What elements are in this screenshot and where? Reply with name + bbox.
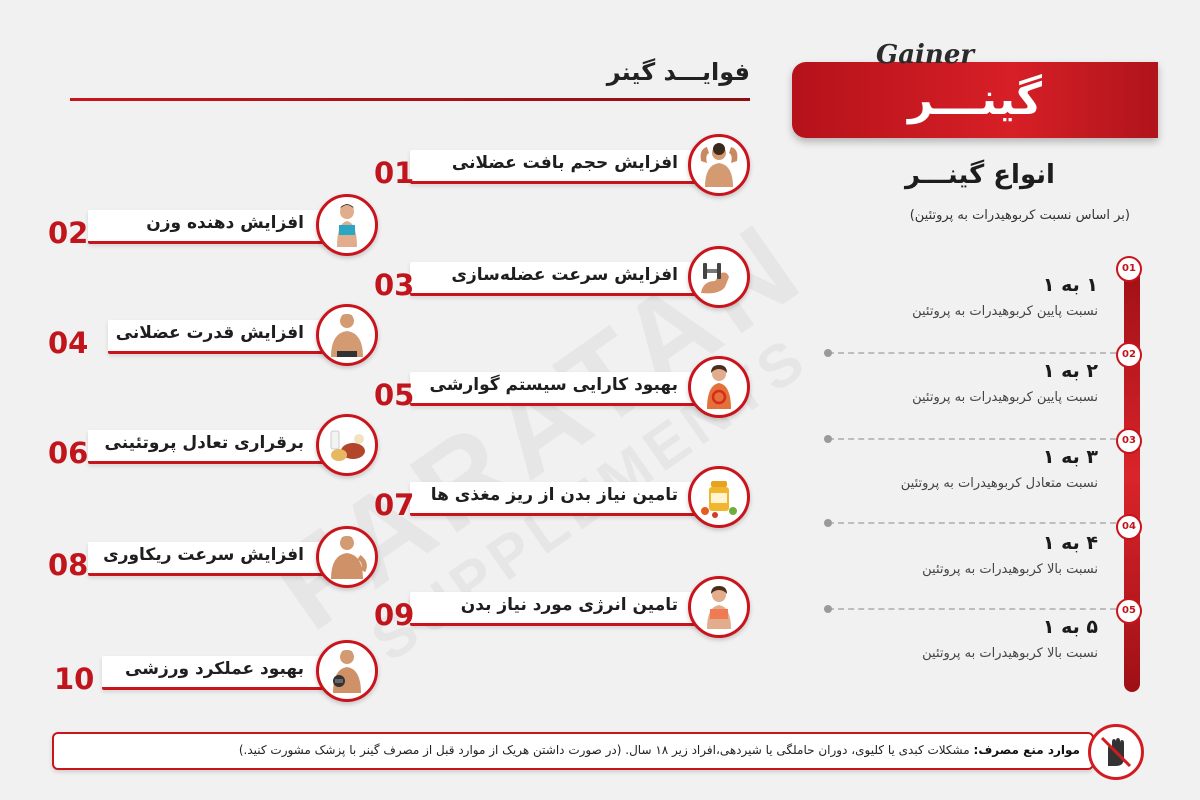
type-item-2 xyxy=(820,342,1140,426)
type-item-3 xyxy=(820,428,1140,512)
benefit-item-01 xyxy=(370,134,760,198)
contraindications-body: مشکلات کبدی یا کلیوی، دوران حاملگی یا شیردهی،افراد زیر ۱۸ سال. (در صورت داشتن هریک از موارد قبل از مصرف گینر با پزشک مشورت کنید.) xyxy=(238,743,974,757)
type-description: نسبت متعادل کربوهیدرات به پروتئین xyxy=(900,476,1098,491)
benefit-number: 08 xyxy=(48,548,89,582)
benefit-number: 05 xyxy=(374,378,415,412)
benefit-number: 10 xyxy=(54,662,95,696)
benefit-label: بهبود کارایی سیستم گوارشی xyxy=(429,375,678,395)
type-description: نسبت بالا کربوهیدرات به پروتئین xyxy=(922,562,1098,577)
benefit-label: برقراری تعادل پروتئینی xyxy=(104,433,304,453)
benefits-title: فوایـــد گینر xyxy=(606,58,750,86)
type-ratio: ۲ به ۱ xyxy=(1042,360,1098,382)
contraindications-text xyxy=(239,743,1080,757)
type-description: نسبت پایین کربوهیدرات به پروتئین xyxy=(912,390,1098,405)
benefit-label: افزایش قدرت عضلانی xyxy=(115,323,304,343)
type-ratio: ۱ به ۱ xyxy=(1042,274,1098,296)
digestive-woman-icon xyxy=(688,356,750,418)
type-description: نسبت پایین کربوهیدرات به پروتئین xyxy=(912,304,1098,319)
contraindications-heading: موارد منع مصرف: xyxy=(973,743,1080,757)
muscular-man-icon xyxy=(316,304,378,366)
type-description: نسبت بالا کربوهیدرات به پروتئین xyxy=(922,646,1098,661)
type-ratio: ۵ به ۱ xyxy=(1042,616,1098,638)
type-badge: 03 xyxy=(1116,428,1142,454)
benefit-label: افزایش دهنده وزن xyxy=(146,213,304,233)
benefit-number: 02 xyxy=(48,216,89,250)
benefit-item-03 xyxy=(370,246,760,310)
latin-title: Gainer xyxy=(876,40,975,70)
benefit-item-07 xyxy=(370,466,760,530)
benefit-label: بهبود عملکرد ورزشی xyxy=(125,659,304,679)
benefit-item-05 xyxy=(370,356,760,420)
title-banner xyxy=(792,62,1158,138)
stop-hand-icon xyxy=(1088,724,1144,780)
type-badge: 04 xyxy=(1116,514,1142,540)
athlete-man-icon xyxy=(316,526,378,588)
flexing-man-icon xyxy=(688,134,750,196)
benefit-item-02 xyxy=(46,194,386,258)
benefit-item-10 xyxy=(46,640,386,704)
page-title: گینـــر xyxy=(908,74,1042,125)
benefit-number: 03 xyxy=(374,268,415,302)
benefit-label: تامین انرژی مورد نیاز بدن xyxy=(460,595,678,615)
supplement-jar-icon xyxy=(688,466,750,528)
type-item-5 xyxy=(820,598,1140,682)
benefit-number: 06 xyxy=(48,436,89,470)
type-ratio: ۴ به ۱ xyxy=(1042,532,1098,554)
benefit-number: 09 xyxy=(374,598,415,632)
types-subtitle: (بر اساس نسبت کربوهیدرات به پروتئین) xyxy=(909,208,1130,223)
weightlifter-icon xyxy=(316,640,378,702)
benefit-label: تامین نیاز بدن از ریز مغذی ها xyxy=(430,485,678,505)
type-badge: 01 xyxy=(1116,256,1142,282)
benefits-divider xyxy=(70,98,750,101)
type-badge: 02 xyxy=(1116,342,1142,368)
benefit-label: افزایش سرعت ریکاوری xyxy=(103,545,304,565)
benefit-label: افزایش حجم بافت عضلانی xyxy=(451,153,678,173)
type-ratio: ۳ به ۱ xyxy=(1042,446,1098,468)
benefit-item-04 xyxy=(46,304,386,368)
benefit-item-06 xyxy=(46,414,386,478)
protein-food-icon xyxy=(316,414,378,476)
energetic-woman-icon xyxy=(688,576,750,638)
dumbbell-arm-icon xyxy=(688,246,750,308)
benefit-number: 07 xyxy=(374,488,415,522)
types-title: انواع گینـــر xyxy=(905,160,1055,190)
type-item-4 xyxy=(820,514,1140,598)
benefit-number: 04 xyxy=(48,326,89,360)
type-badge: 05 xyxy=(1116,598,1142,624)
benefit-number: 01 xyxy=(374,156,415,190)
benefit-item-08 xyxy=(46,526,386,590)
type-item-1 xyxy=(820,256,1140,340)
contraindications-bar xyxy=(52,732,1094,770)
benefit-label: افزایش سرعت عضله‌سازی xyxy=(451,265,678,285)
woman-fitness-icon xyxy=(316,194,378,256)
benefit-item-09 xyxy=(370,576,760,640)
